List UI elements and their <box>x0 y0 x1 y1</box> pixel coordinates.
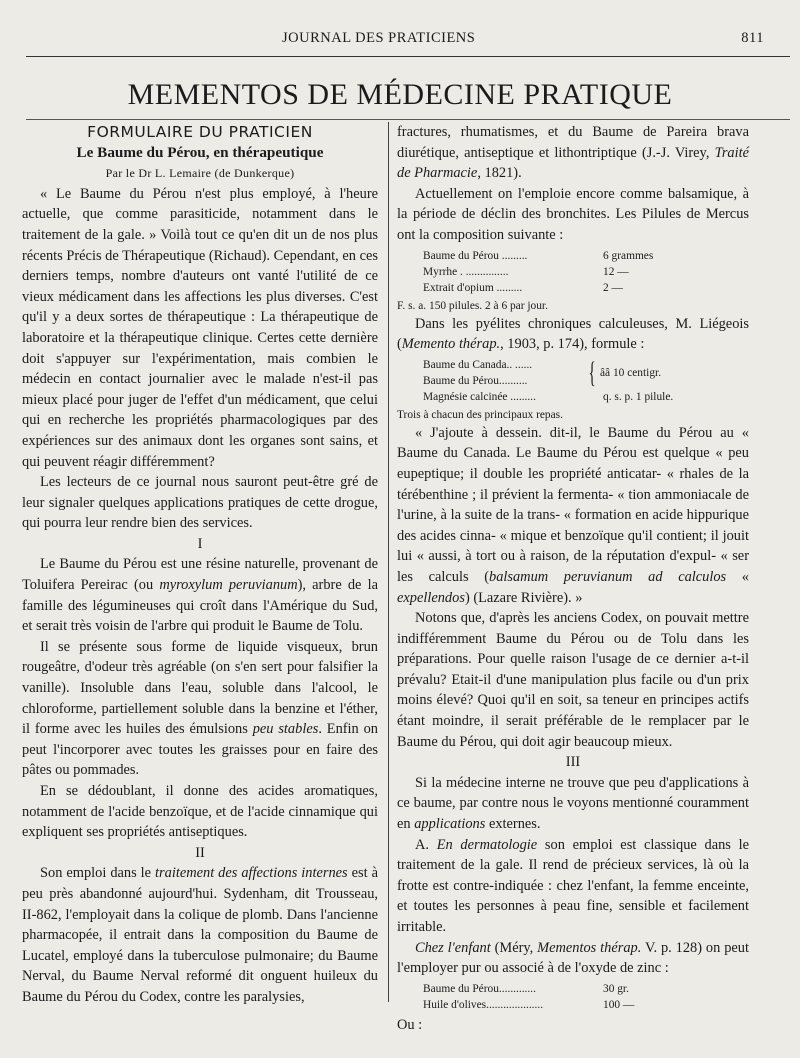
left-column <box>22 122 378 1008</box>
formula-note: F. s. a. 150 pilules. 2 à 6 par jour. <box>397 299 548 312</box>
formula-row: Magnésie calcinée ......... q. s. p. 1 pilule. <box>423 390 674 403</box>
header-rule <box>26 56 790 57</box>
section-title: MEMENTOS DE MÉDECINE PRATIQUE <box>127 78 673 111</box>
paragraph: Actuellement on l'emploie encore comme balsamique, à la période de déclin des bronchites. Les Pilules de Mercus ont la composition suivante : <box>397 185 749 243</box>
formula-row: Extrait d'opium ......... 2 — <box>423 281 623 294</box>
formula-liegeois <box>423 357 749 405</box>
paragraph: « Le Baume du Pérou n'est plus employé, à l'heure actuelle, que comme parasiticide, notamment dans le traitement de la gale. » Voilà tout ce qu'en dit un de nos plus récents Précis de Thérapeutique (Richaud). Cependant, en ces derniers temps, nombre d'auteurs ont vanté l'utilité de ce vieux médicament dans les affections les plus diverses. C'est qu'il y a deux sortes de thérapeutique : La thérapeutique de laboratoire et la thérapeutique clinique. Certes cette dernière doit s'appuyer sur l'expérimentation, mais combien le médecin en contact journalier avec le malade n'est-il pas mieux placé pour juger de l'effet d'un médicament, que celui qui en recherche les propriétés pharmacologiques par des expériences sur des animaux dont les organes sont sains, et qui peuvent réagir différemment? <box>22 185 378 470</box>
title-rule <box>26 119 790 120</box>
rubric-heading: FORMULAIRE DU PRATICIEN <box>87 123 313 141</box>
paragraph: En se dédoublant, il donne des acides aromatiques, notamment de l'acide benzoïque, et de l'acide cinnamique qui expliquent ses propriétés antiseptiques. <box>22 783 378 841</box>
formula-mercus <box>423 248 749 296</box>
formula-qty: ââ 10 centigr. <box>600 366 662 379</box>
paragraph: Si la médecine interne ne trouve que peu d'applications à ce baume, par contre nous le voyons mentionné couramment en applications externes. <box>397 774 749 833</box>
running-head <box>0 30 800 50</box>
formula-row: Huile d'olives.................... 100 — <box>423 998 635 1011</box>
formula-row: Baume du Pérou ......... 6 grammes <box>423 249 654 262</box>
formula-item: Baume du Canada.. ...... <box>423 358 533 371</box>
paragraph: Les lecteurs de ce journal nous sauront peut-être gré de leur signaler quelques applications pratiques de cette drogue, qui pourra leur rendre bien des services. <box>22 474 378 532</box>
running-title: JOURNAL DES PRATICIENS <box>282 30 476 46</box>
byline: Par le Dr L. Lemaire (de Dunkerque) <box>105 166 295 181</box>
quotation: « J'ajoute à dessein. dit-il, le Baume du Pérou au « Baume du Canada. Le Baume du Pérou est quelque « peu eupeptique; il double les propriété anticatar- « rhales de la térébenthine ; il prévient la fermenta- « tion ammoniacale de l'urine, à la suite de la trans- « formation en acide hippurique des acides cinna- « mique et benzoïque qu'il contient; il jouit lui « aussi, à tort ou à raison, de la réputation d'expul- « ser les calculs (balsamum peruvianum ad calculos « expellendos) (Lazare Rivière). » <box>397 424 749 606</box>
brace-glyph: { <box>588 355 596 389</box>
page-number: 811 <box>741 30 764 46</box>
formula-item: Baume du Pérou.......... <box>423 374 528 387</box>
right-column <box>397 122 749 1035</box>
paragraph: Chez l'enfant (Méry, Mementos thérap. V. p. 128) on peut l'employer pur ou associé à de l'oxyde de zinc : <box>397 939 749 977</box>
section-numeral: III <box>565 754 581 771</box>
section-numeral: II <box>195 844 205 861</box>
section-numeral: I <box>197 535 203 552</box>
formula-zinc <box>423 981 749 1013</box>
paragraph: Le Baume du Pérou est une résine naturelle, provenant de Toluifera Pereirac (ou myroxylum peruvianum), arbre de la famille des légumineuses qui croît dans l'Amérique du Sud, et serait très voisin de l'arbre qui produit le Baume de Tolu. <box>22 556 378 635</box>
article-title: Le Baume du Pérou, en thérapeutique <box>76 143 324 161</box>
paragraph: A. En dermatologie son emploi est classique dans le traitement de la gale. Il rend de précieux services, là où la frotte est contre-indiquée : chez l'enfant, la femme enceinte, et toutes les personnes à peau fine, sensible et facilement irritable. <box>397 836 749 935</box>
paragraph: Notons que, d'après les anciens Codex, on pouvait mettre indifféremment Baume du Pérou ou de Tolu dans les préparations. Pour quelle raison l'usage de ce dernier a-t-il prévalu? Etait-il d'une manipulation plus facile ou d'un prix moins élevé? Quoi qu'il en soit, sa teneur en principes actifs étant moindre, il serait préférable de le remplacer par le Baume du Pérou, qui doit agir beaucoup mieux. <box>397 610 749 750</box>
paragraph: Dans les pyélites chroniques calculeuses, M. Liégeois (Memento thérap., 1903, p. 174), formule : <box>397 315 749 353</box>
paragraph: fractures, rhumatismes, et du Baume de Pareira brava diurétique, antiseptique et lithontriptique (J.-J. Virey, Traité de Pharmacie, 1821). <box>397 124 749 182</box>
paragraph: Il se présente sous forme de liquide visqueux, brun rougeâtre, d'odeur très agréable (on s'en sert pour falsifier la vanille). Insoluble dans l'eau, soluble dans l'alcool, le chloroforme, partiellement soluble dans la benzine et l'éther, il forme avec les huiles des émulsions peu stables. Enfin on peut l'incorporer avec toutes les graisses pour en faire des pâtes ou pommades. <box>22 638 379 779</box>
formula-row: Baume du Pérou............. 30 gr. <box>423 982 629 995</box>
formula-note: Trois à chacun des principaux repas. <box>397 408 563 421</box>
ou-label: Ou : <box>397 1016 423 1033</box>
column-divider <box>388 122 389 1002</box>
paragraph: Son emploi dans le traitement des affections internes est à peu près abandonné aujourd'hui. Sydenham, dit Trousseau, II-862, l'employait dans la colique de plomb. Dans l'ancienne pharmacopée, il entrait dans la composition du Baume de Lucatel, employé dans la tuberculose pulmonaire; du Baume Nerval, du Baume Nerval reformé dit onguent huileux du Baume du Pérou du Codex, contre les paralysies, <box>22 865 378 1005</box>
formula-row: Myrrhe . ............... 12 — <box>423 265 629 278</box>
